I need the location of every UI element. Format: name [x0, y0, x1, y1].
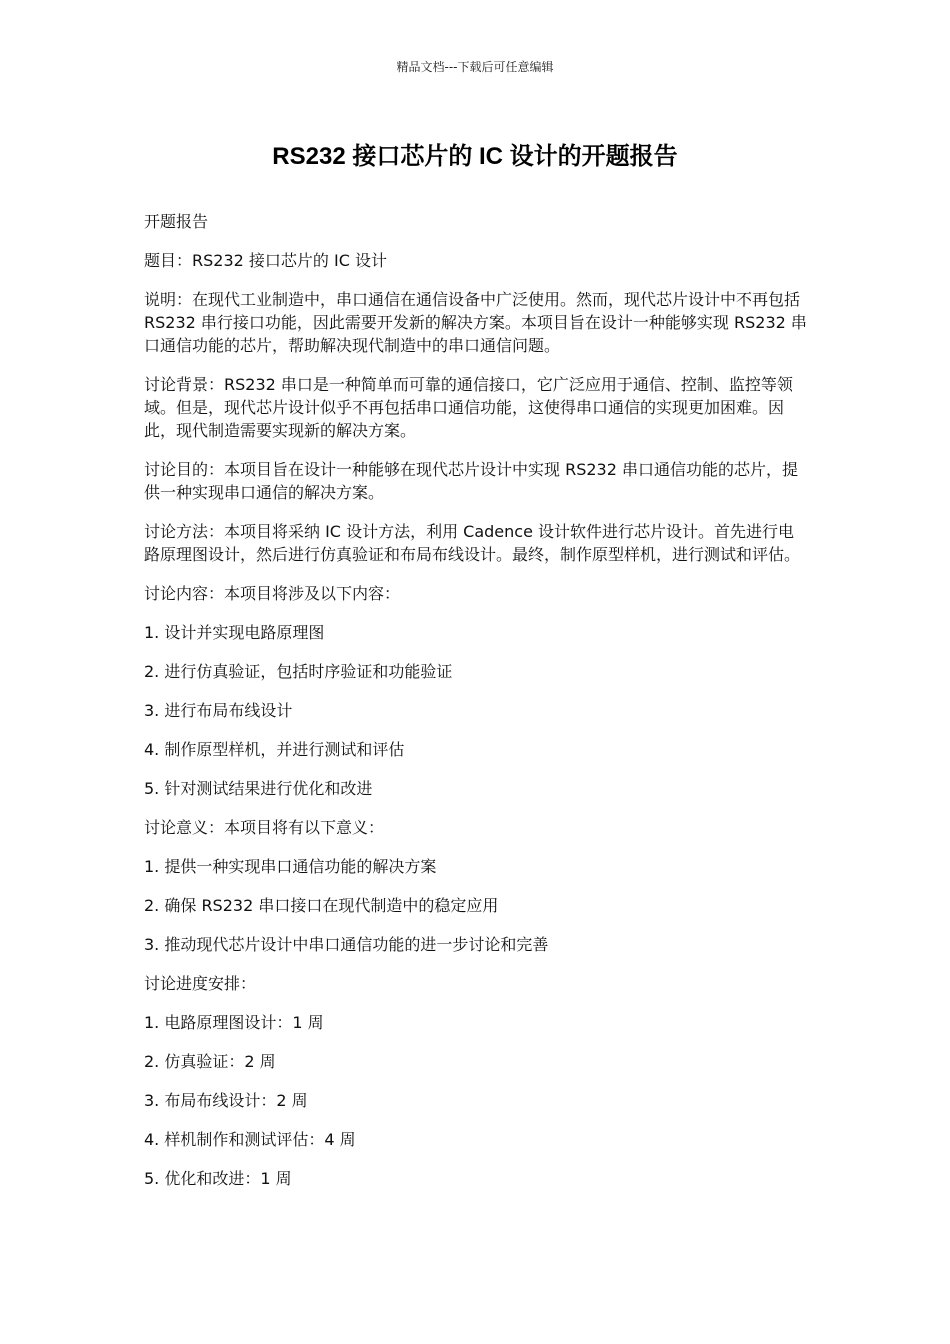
significance-heading: 讨论意义：本项目将有以下意义： — [144, 818, 385, 837]
purpose-paragraph: 讨论目的：本项目旨在设计一种能够在现代芯片设计中实现 RS232 串口通信功能的芯片，提供一种实现串口通信的解决方案。 — [144, 460, 798, 502]
list-item: 1. 电路原理图设计：1 周 — [144, 1013, 324, 1032]
document-title: RS232 接口芯片的 IC 设计的开题报告 — [272, 143, 678, 170]
list-item: 2. 进行仿真验证，包括时序验证和功能验证 — [144, 662, 453, 681]
schedule-heading: 讨论进度安排： — [144, 974, 257, 993]
page-header: 精品文档---下载后可任意编辑 — [396, 60, 554, 74]
report-label: 开题报告 — [144, 212, 209, 231]
method-paragraph: 讨论方法：本项目将采纳 IC 设计方法，利用 Cadence 设计软件进行芯片设计。首先进行电路原理图设计，然后进行仿真验证和布局布线设计。最终，制作原型样机，进行测试和评估。 — [144, 522, 801, 564]
list-item: 3. 进行布局布线设计 — [144, 701, 293, 720]
document-body — [144, 210, 809, 1206]
list-item: 4. 样机制作和测试评估：4 周 — [144, 1130, 356, 1149]
list-item: 3. 推动现代芯片设计中串口通信功能的进一步讨论和完善 — [144, 935, 549, 954]
list-item: 1. 设计并实现电路原理图 — [144, 623, 325, 642]
background-paragraph: 讨论背景：RS232 串口是一种简单而可靠的通信接口，它广泛应用于通信、控制、监控等领域。但是，现代芯片设计似乎不再包括串口通信功能，这使得串口通信的实现更加困难。因此，现代制造需要实现新的解决方案。 — [144, 375, 793, 440]
topic-paragraph: 题目：RS232 接口芯片的 IC 设计 — [144, 251, 387, 270]
list-item: 2. 仿真验证：2 周 — [144, 1052, 276, 1071]
description-paragraph: 说明：在现代工业制造中，串口通信在通信设备中广泛使用。然而，现代芯片设计中不再包括 RS232 串行接口功能，因此需要开发新的解决方案。本项目旨在设计一种能够实现 RS232 串口通信功能的芯片，帮助解决现代制造中的串口通信问题。 — [144, 290, 807, 355]
list-item: 4. 制作原型样机，并进行测试和评估 — [144, 740, 405, 759]
list-item: 5. 优化和改进：1 周 — [144, 1169, 292, 1188]
content-heading: 讨论内容：本项目将涉及以下内容： — [144, 584, 401, 603]
list-item: 2. 确保 RS232 串口接口在现代制造中的稳定应用 — [144, 896, 499, 915]
list-item: 5. 针对测试结果进行优化和改进 — [144, 779, 373, 798]
list-item: 3. 布局布线设计：2 周 — [144, 1091, 308, 1110]
list-item: 1. 提供一种实现串口通信功能的解决方案 — [144, 857, 437, 876]
